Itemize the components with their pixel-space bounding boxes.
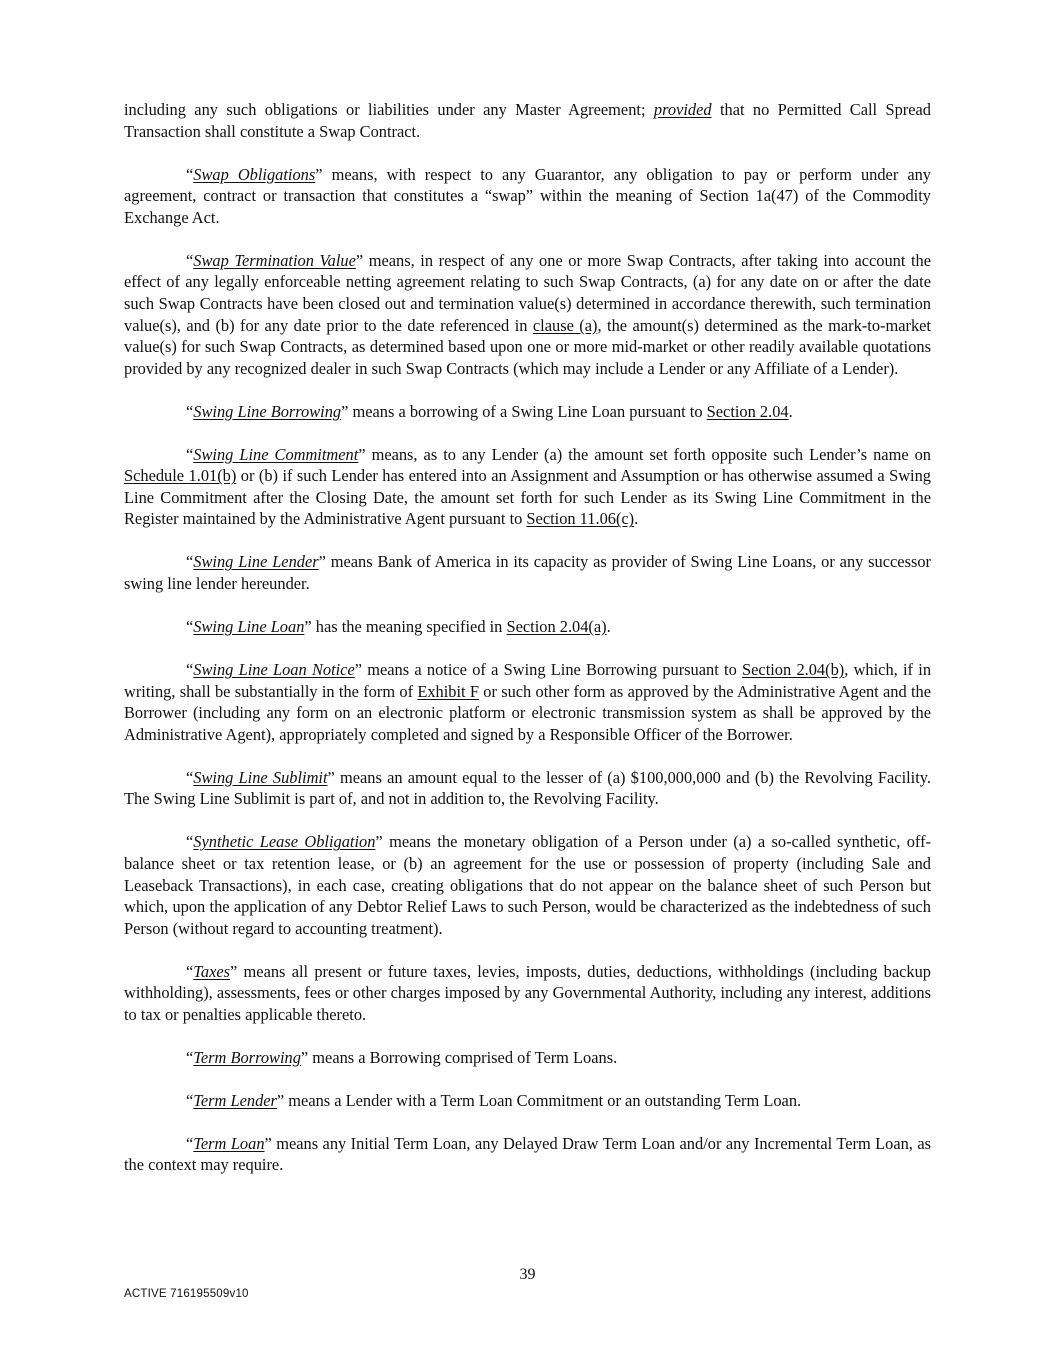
defined-term: Swap Termination Value	[193, 250, 356, 270]
open-quote: “	[186, 617, 194, 637]
definition-taxes	[124, 961, 931, 1026]
definition-text: , the amount(s) determined as the mark-to-market value(s) for such Swap Contracts, as determined based upon one or more mid-market or other readily available quotations provided by any recognized dealer in such Swap Contracts (which may include a Lender or any Affiliate of a Lender).	[124, 315, 931, 378]
defined-term: Swing Line Lender	[193, 552, 319, 572]
defined-term: Taxes	[193, 961, 231, 981]
cross-reference-section-11-06-c[interactable]: Section 11.06(c)	[526, 509, 635, 529]
defined-term: Swing Line Borrowing	[193, 401, 342, 421]
definition-swing-line-loan	[124, 616, 931, 638]
definition-text: ” means an amount equal to the lesser of (a) $100,000,000 and (b) the Revolving Facility. The Swing Line Sublimit is part of, and not in addition to, the Revolving Facility.	[124, 767, 932, 809]
defined-term: Swap Obligations	[193, 164, 316, 184]
definition-text: ” means a borrowing of a Swing Line Loan pursuant to	[341, 401, 707, 421]
definition-text: .	[634, 509, 639, 529]
cross-reference-section-2-04-a[interactable]: Section 2.04(a)	[506, 617, 607, 637]
definition-text: .	[788, 401, 793, 421]
open-quote: “	[186, 1133, 194, 1153]
definition-text: , which, if in writing, shall be substantially in the form of	[124, 660, 932, 701]
open-quote: “	[186, 1047, 194, 1067]
definition-text: .	[606, 617, 611, 637]
definition-text: ” means the monetary obligation of a Person under (a) a so-called synthetic, off-balance sheet or tax retention lease, or (b) an agreement for the use or possession of property (including Sale and Leaseback Transactions), in each case, creating obligations that do not appear on the balance sheet of such Person but which, upon the application of any Debtor Relief Laws to such Person, would be characterized as the indebtedness of such Person (without regard to accounting treatment).	[124, 832, 931, 938]
definition-text: ” means, in respect of any one or more Swap Contracts, after taking into account the effect of any legally enforceable netting agreement relating to such Swap Contracts, (a) for any date on or after the date such Swap Contracts have been closed out and termination value(s) determined in accordance therewith, such termination value(s), and (b) for any date prior to the date referenced in	[124, 250, 932, 335]
definition-swing-line-commitment	[124, 444, 931, 530]
definition-swing-line-borrowing	[124, 401, 931, 423]
open-quote: “	[186, 444, 194, 464]
defined-term: Term Lender	[193, 1090, 277, 1110]
text: that no Permitted Call Spread Transaction shall constitute a Swap Contract.	[124, 100, 931, 141]
definition-term-lender	[124, 1090, 931, 1112]
definition-swing-line-sublimit	[124, 767, 931, 810]
page-number: 39	[519, 1266, 536, 1283]
definition-text: ” means Bank of America in its capacity as provider of Swing Line Loans, or any successor swing line lender hereunder.	[124, 552, 931, 594]
definition-text: ” means any Initial Term Loan, any Delayed Draw Term Loan and/or any Incremental Term Loan, as the context may require.	[124, 1133, 931, 1175]
open-quote: “	[186, 767, 194, 787]
open-quote: “	[186, 832, 194, 852]
defined-term: Swing Line Loan Notice	[193, 660, 355, 680]
definition-text: ” has the meaning specified in	[304, 617, 507, 637]
defined-term: Swing Line Loan	[193, 617, 305, 637]
provided-emphasis: provided	[653, 100, 712, 119]
cross-reference-clause-a[interactable]: clause (a)	[532, 315, 598, 335]
definition-text: ” means, as to any Lender (a) the amount set forth opposite such Lender’s name on	[358, 444, 931, 464]
open-quote: “	[186, 660, 194, 680]
text: including any such obligations or liabilities under any Master Agreement;	[124, 100, 654, 119]
cross-reference-section-2-04[interactable]: Section 2.04	[706, 401, 789, 421]
open-quote: “	[186, 250, 194, 270]
defined-term: Term Loan	[193, 1133, 265, 1153]
document-page	[124, 99, 931, 1176]
open-quote: “	[186, 552, 194, 572]
document-id: ACTIVE 716195509v10	[124, 1288, 249, 1300]
definition-text: ” means all present or future taxes, levies, imposts, duties, deductions, withholdings (including backup withholding), assessments, fees or other charges imposed by any Governmental Authority, including any interest, additions to tax or penalties applicable thereto.	[124, 961, 931, 1024]
defined-term: Swing Line Sublimit	[193, 767, 328, 787]
definition-text: ” means a Borrowing comprised of Term Loans.	[300, 1047, 618, 1067]
definition-synthetic-lease-obligation	[124, 831, 931, 939]
cross-reference-section-2-04-b[interactable]: Section 2.04(b)	[742, 660, 845, 680]
defined-term: Swing Line Commitment	[193, 444, 359, 464]
open-quote: “	[186, 164, 194, 184]
definition-swap-obligations	[124, 164, 931, 229]
open-quote: “	[186, 1090, 194, 1110]
defined-term: Term Borrowing	[193, 1047, 301, 1067]
open-quote: “	[186, 961, 194, 981]
definition-text: ” means, with respect to any Guarantor, any obligation to pay or perform under any agreement, contract or transaction that constitutes a “swap” within the meaning of Section 1a(47) of the Commodity Exchange Act.	[124, 164, 932, 227]
definition-swap-termination-value	[124, 250, 931, 380]
paragraph-swap-contract-continuation	[124, 99, 931, 142]
definition-swing-line-loan-notice	[124, 659, 931, 745]
definition-swing-line-lender	[124, 551, 931, 594]
definition-text: ” means a Lender with a Term Loan Commitment or an outstanding Term Loan.	[276, 1090, 802, 1110]
definition-term-loan	[124, 1133, 931, 1176]
open-quote: “	[186, 401, 194, 421]
definition-term-borrowing	[124, 1047, 931, 1069]
defined-term: Synthetic Lease Obligation	[193, 832, 376, 852]
definition-text: or (b) if such Lender has entered into an Assignment and Assumption or has otherwise assumed a Swing Line Commitment after the Closing Date, the amount set forth for such Lender as its Swing Line Commitment in the Register maintained by the Administrative Agent pursuant to	[124, 466, 931, 529]
definition-text: or such other form as approved by the Administrative Agent and the Borrower (including any form on an electronic platform or electronic transmission system as shall be approved by the Administrative Agent), appropriately completed and signed by a Responsible Officer of the Borrower.	[124, 681, 931, 744]
definition-text: ” means a notice of a Swing Line Borrowing pursuant to	[354, 660, 743, 680]
cross-reference-exhibit-f[interactable]: Exhibit F	[417, 681, 479, 701]
cross-reference-schedule-1-01-b[interactable]: Schedule 1.01(b)	[124, 466, 237, 486]
